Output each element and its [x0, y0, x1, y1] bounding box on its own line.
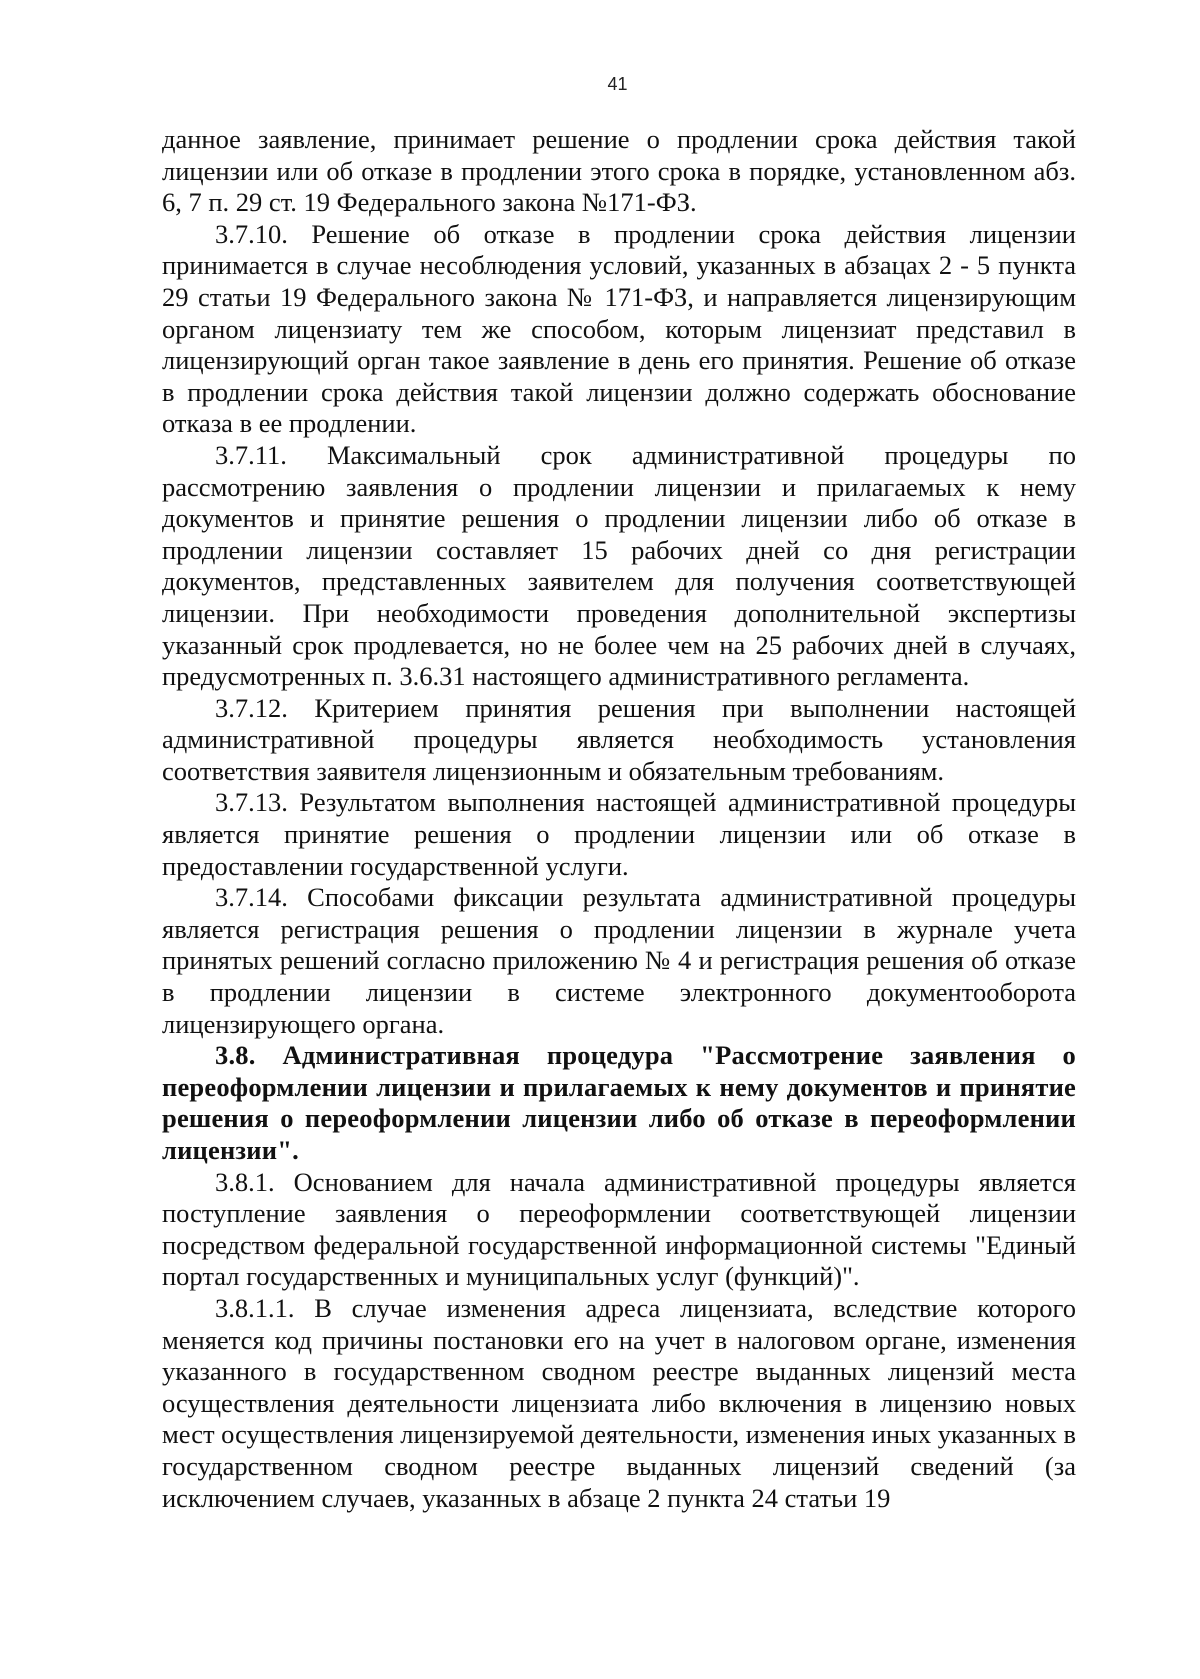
section-heading-3-8: 3.8. Административная процедура "Рассмотрение заявления о переоформлении лицензии и прилагаемых к нему документов и принятие решения о переоформлении лицензии либо об отказе в переоформлении лицензии".	[162, 1040, 1076, 1165]
paragraph-3-7-11: 3.7.11. Максимальный срок административной процедуры по рассмотрению заявления о продлении лицензии и прилагаемых к нему документов и принятие решения о продлении лицензии либо об отказе в продлении лицензии составляет 15 рабочих дней со дня регистрации документов, представленных заявителем для получения соответствующей лицензии. При необходимости проведения дополнительной экспертизы указанный срок продлевается, но не более чем на 25 рабочих дней в случаях, предусмотренных п. 3.6.31 настоящего административного регламента.	[162, 439, 1076, 692]
paragraph-3-7-12: 3.7.12. Критерием принятия решения при выполнении настоящей административной процедуры является необходимость установления соответствия заявителя лицензионным и обязательным требованиям.	[162, 692, 1076, 786]
page-number: 41	[607, 74, 628, 94]
paragraph-3-8-1-1: 3.8.1.1. В случае изменения адреса лицензиата, вследствие которого меняется код причины постановки его на учет в налоговом органе, изменения указанного в государственном сводном реестре выданных лицензий места осуществления деятельности лицензиата либо включения в лицензию новых мест осуществления лицензируемой деятельности, изменения иных указанных в государственном сводном реестре выданных лицензий сведений (за исключением случаев, указанных в абзаце 2 пункта 24 статьи 19	[162, 1292, 1076, 1513]
paragraph-3-7-13: 3.7.13. Результатом выполнения настоящей административной процедуры является принятие решения о продлении лицензии или об отказе в предоставлении государственной услуги.	[162, 787, 1076, 881]
document-body	[162, 124, 1076, 1514]
paragraph-3-7-10: 3.7.10. Решение об отказе в продлении срока действия лицензии принимается в случае несоблюдения условий, указанных в абзацах 2 - 5 пункта 29 статьи 19 Федерального закона № 171-ФЗ, и направляется лицензирующим органом лицензиату тем же способом, которым лицензиат представил в лицензирующий орган такое заявление в день его принятия. Решение об отказе в продлении срока действия такой лицензии должно содержать обоснование отказа в ее продлении.	[162, 218, 1076, 439]
paragraph-continuation: данное заявление, принимает решение о продлении срока действия такой лицензии или об отказе в продлении этого срока в порядке, установленном абз. 6, 7 п. 29 ст. 19 Федерального закона №171-ФЗ.	[162, 124, 1076, 218]
paragraph-3-8-1: 3.8.1. Основанием для начала административной процедуры является поступление заявления о переоформлении соответствующей лицензии посредством федеральной государственной информационной системы "Единый портал государственных и муниципальных услуг (функций)".	[162, 1166, 1076, 1292]
paragraph-3-7-14: 3.7.14. Способами фиксации результата административной процедуры является регистрация решения о продлении лицензии в журнале учета принятых решений согласно приложению № 4 и регистрация решения об отказе в продлении лицензии в системе электронного документооборота лицензирующего органа.	[162, 882, 1076, 1039]
